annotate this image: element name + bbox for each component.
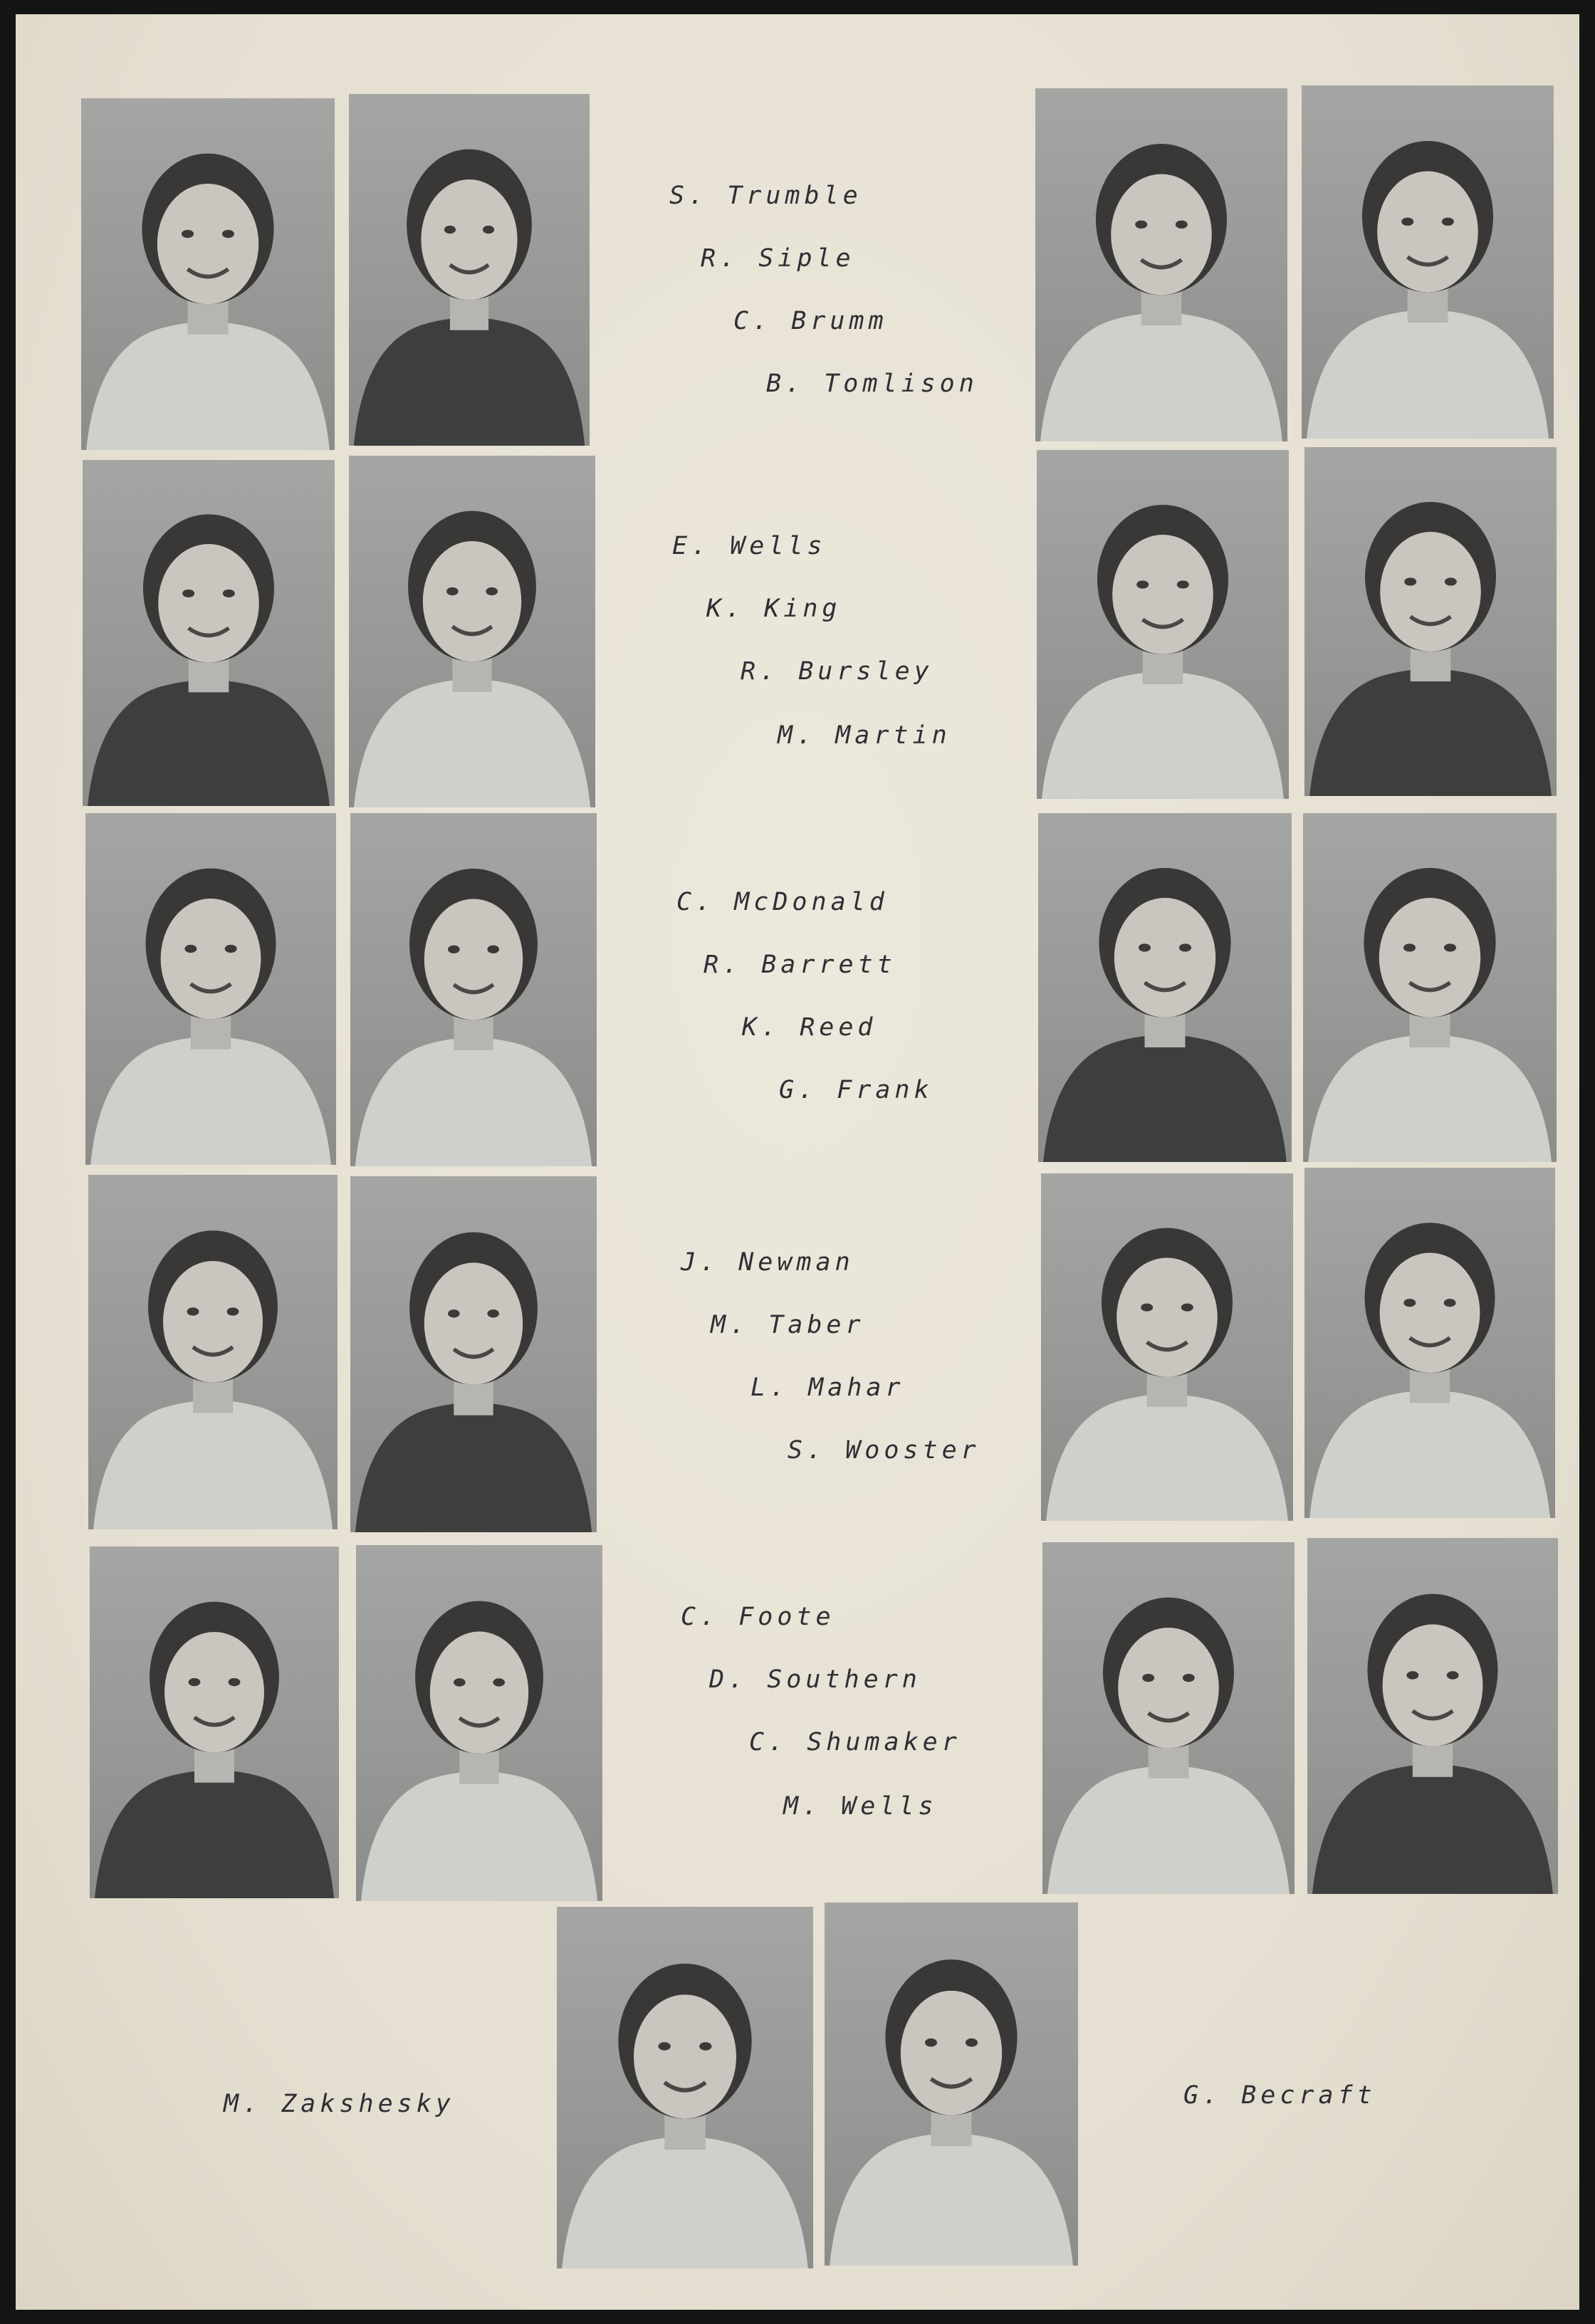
eye-shape bbox=[229, 1678, 241, 1686]
eye-shape bbox=[1401, 218, 1413, 226]
portrait-svg bbox=[356, 1545, 602, 1901]
face-shape bbox=[634, 1994, 736, 2118]
portrait-svg bbox=[825, 1902, 1078, 2266]
eye-shape bbox=[1447, 1671, 1459, 1679]
portrait-svg bbox=[88, 1175, 338, 1529]
eye-shape bbox=[1406, 1671, 1418, 1679]
student-name: G. Frank bbox=[779, 1076, 934, 1104]
portrait-photo bbox=[349, 94, 590, 446]
eye-shape bbox=[1403, 943, 1416, 951]
eye-shape bbox=[223, 590, 235, 597]
eye-shape bbox=[659, 2042, 671, 2051]
eye-shape bbox=[227, 1307, 239, 1315]
portrait-photo bbox=[83, 460, 335, 806]
student-name: K. Reed bbox=[742, 1013, 877, 1042]
portrait-photo bbox=[90, 1546, 339, 1898]
shirt-shape bbox=[361, 1771, 597, 1901]
student-name: E. Wells bbox=[672, 532, 827, 560]
portrait-svg bbox=[1304, 447, 1557, 796]
eye-shape bbox=[448, 1309, 460, 1317]
eye-shape bbox=[1404, 577, 1416, 585]
student-name: K. King bbox=[706, 595, 842, 623]
portrait-photo bbox=[349, 456, 595, 807]
portrait-photo bbox=[81, 98, 335, 450]
portrait-photo bbox=[1304, 1168, 1555, 1518]
shirt-shape bbox=[86, 322, 330, 450]
portrait-photo bbox=[1041, 1173, 1293, 1521]
student-name: R. Bursley bbox=[741, 657, 934, 686]
portrait-svg bbox=[1304, 1168, 1555, 1518]
shirt-shape bbox=[1312, 1764, 1553, 1894]
eye-shape bbox=[1445, 577, 1457, 585]
portrait-photo bbox=[1307, 1538, 1558, 1894]
eye-shape bbox=[222, 230, 234, 238]
shirt-shape bbox=[1309, 1391, 1550, 1518]
eye-shape bbox=[1442, 218, 1454, 226]
face-shape bbox=[157, 184, 258, 304]
shirt-shape bbox=[354, 318, 585, 446]
portrait-svg bbox=[349, 94, 590, 446]
eye-shape bbox=[448, 946, 460, 953]
face-shape bbox=[1118, 1628, 1219, 1748]
shirt-shape bbox=[830, 2133, 1073, 2266]
shirt-shape bbox=[1308, 1035, 1552, 1163]
face-shape bbox=[424, 1262, 523, 1384]
student-name: J. Newman bbox=[681, 1248, 854, 1277]
student-name: G. Becraft bbox=[1183, 2081, 1376, 2110]
student-name: S. Trumble bbox=[669, 182, 862, 210]
face-shape bbox=[163, 1261, 263, 1383]
student-name: R. Siple bbox=[701, 244, 855, 273]
portrait-photo bbox=[1302, 85, 1554, 439]
student-name: L. Mahar bbox=[751, 1373, 905, 1402]
eye-shape bbox=[1141, 1304, 1153, 1312]
eye-shape bbox=[1136, 580, 1149, 588]
student-name: C. Foote bbox=[681, 1603, 835, 1631]
student-name: B. Tomlison bbox=[766, 370, 978, 398]
eye-shape bbox=[493, 1678, 505, 1686]
eye-shape bbox=[225, 945, 237, 953]
portrait-svg bbox=[1302, 85, 1554, 439]
eye-shape bbox=[444, 226, 456, 234]
shirt-shape bbox=[1307, 310, 1549, 439]
shirt-shape bbox=[1046, 1394, 1288, 1521]
face-shape bbox=[1379, 898, 1480, 1017]
portrait-svg bbox=[1035, 88, 1287, 441]
eye-shape bbox=[1179, 943, 1191, 951]
face-shape bbox=[1116, 1258, 1218, 1377]
face-shape bbox=[1377, 171, 1478, 292]
eye-shape bbox=[446, 587, 459, 595]
shirt-shape bbox=[95, 1770, 334, 1898]
portrait-svg bbox=[350, 1176, 597, 1532]
eye-shape bbox=[187, 1307, 199, 1315]
eye-shape bbox=[1142, 1674, 1154, 1682]
eye-shape bbox=[487, 1309, 499, 1317]
eye-shape bbox=[182, 590, 194, 597]
eye-shape bbox=[1176, 221, 1188, 229]
portrait-svg bbox=[1303, 813, 1557, 1162]
face-shape bbox=[161, 899, 261, 1019]
portrait-svg bbox=[85, 813, 336, 1165]
shirt-shape bbox=[88, 680, 330, 806]
shirt-shape bbox=[1047, 1766, 1290, 1894]
eye-shape bbox=[189, 1678, 201, 1686]
portrait-photo bbox=[1042, 1542, 1295, 1894]
portrait-svg bbox=[1037, 450, 1289, 799]
portrait-photo bbox=[85, 813, 336, 1165]
face-shape bbox=[1380, 1252, 1480, 1373]
student-name: M. Wells bbox=[783, 1792, 938, 1821]
shirt-shape bbox=[1043, 1035, 1287, 1163]
portrait-photo bbox=[825, 1902, 1078, 2266]
portrait-svg bbox=[1041, 1173, 1293, 1521]
eye-shape bbox=[1181, 1304, 1193, 1312]
eye-shape bbox=[486, 587, 498, 595]
shirt-shape bbox=[1040, 313, 1282, 441]
portrait-photo bbox=[350, 1176, 597, 1532]
portrait-svg bbox=[1038, 813, 1292, 1162]
student-name: R. Barrett bbox=[704, 951, 896, 979]
eye-shape bbox=[182, 230, 194, 238]
eye-shape bbox=[483, 226, 494, 234]
student-name: M. Taber bbox=[711, 1311, 865, 1339]
eye-shape bbox=[184, 945, 197, 953]
face-shape bbox=[424, 899, 523, 1020]
student-name: C. Shumaker bbox=[749, 1728, 961, 1757]
portrait-photo bbox=[1304, 447, 1557, 796]
eye-shape bbox=[487, 946, 499, 953]
portrait-svg bbox=[350, 813, 597, 1166]
shirt-shape bbox=[355, 1037, 592, 1166]
portrait-photo bbox=[350, 813, 597, 1166]
eye-shape bbox=[699, 2042, 711, 2051]
face-shape bbox=[1380, 532, 1481, 651]
face-shape bbox=[430, 1631, 528, 1753]
yearbook-page bbox=[16, 14, 1579, 2310]
shirt-shape bbox=[1309, 669, 1552, 797]
student-name: M. Martin bbox=[778, 721, 951, 750]
portrait-photo bbox=[557, 1907, 813, 2268]
eye-shape bbox=[454, 1678, 466, 1686]
face-shape bbox=[423, 541, 521, 661]
eye-shape bbox=[1135, 221, 1147, 229]
eye-shape bbox=[1444, 1299, 1456, 1307]
portrait-svg bbox=[83, 460, 335, 806]
portrait-photo bbox=[1035, 88, 1287, 441]
portrait-svg bbox=[90, 1546, 339, 1898]
face-shape bbox=[164, 1632, 264, 1752]
student-name: S. Wooster bbox=[788, 1436, 980, 1465]
eye-shape bbox=[1139, 943, 1151, 951]
portrait-photo bbox=[1038, 813, 1292, 1162]
eye-shape bbox=[1183, 1674, 1195, 1682]
face-shape bbox=[1111, 174, 1212, 295]
shirt-shape bbox=[90, 1037, 331, 1165]
face-shape bbox=[158, 544, 259, 663]
portrait-photo bbox=[1303, 813, 1557, 1162]
eye-shape bbox=[1177, 580, 1189, 588]
face-shape bbox=[421, 179, 517, 300]
portrait-photo bbox=[356, 1545, 602, 1901]
portrait-photo bbox=[1037, 450, 1289, 799]
shirt-shape bbox=[93, 1401, 333, 1529]
student-name: D. Southern bbox=[709, 1665, 921, 1694]
shirt-shape bbox=[354, 679, 590, 807]
student-name: M. Zakshesky bbox=[224, 2090, 455, 2118]
shirt-shape bbox=[562, 2137, 808, 2268]
eye-shape bbox=[966, 2038, 978, 2047]
portrait-svg bbox=[81, 98, 335, 450]
face-shape bbox=[1114, 898, 1215, 1017]
portrait-svg bbox=[557, 1907, 813, 2268]
student-name: C. Brumm bbox=[733, 307, 888, 335]
face-shape bbox=[1383, 1624, 1483, 1746]
portrait-photo bbox=[88, 1175, 338, 1529]
shirt-shape bbox=[355, 1403, 592, 1532]
eye-shape bbox=[1403, 1299, 1416, 1307]
portrait-svg bbox=[349, 456, 595, 807]
eye-shape bbox=[1444, 943, 1456, 951]
shirt-shape bbox=[1042, 672, 1284, 800]
portrait-svg bbox=[1307, 1538, 1558, 1894]
face-shape bbox=[901, 1991, 1002, 2115]
eye-shape bbox=[925, 2038, 937, 2047]
face-shape bbox=[1112, 535, 1213, 654]
portrait-svg bbox=[1042, 1542, 1295, 1894]
student-name: C. McDonald bbox=[676, 888, 889, 916]
